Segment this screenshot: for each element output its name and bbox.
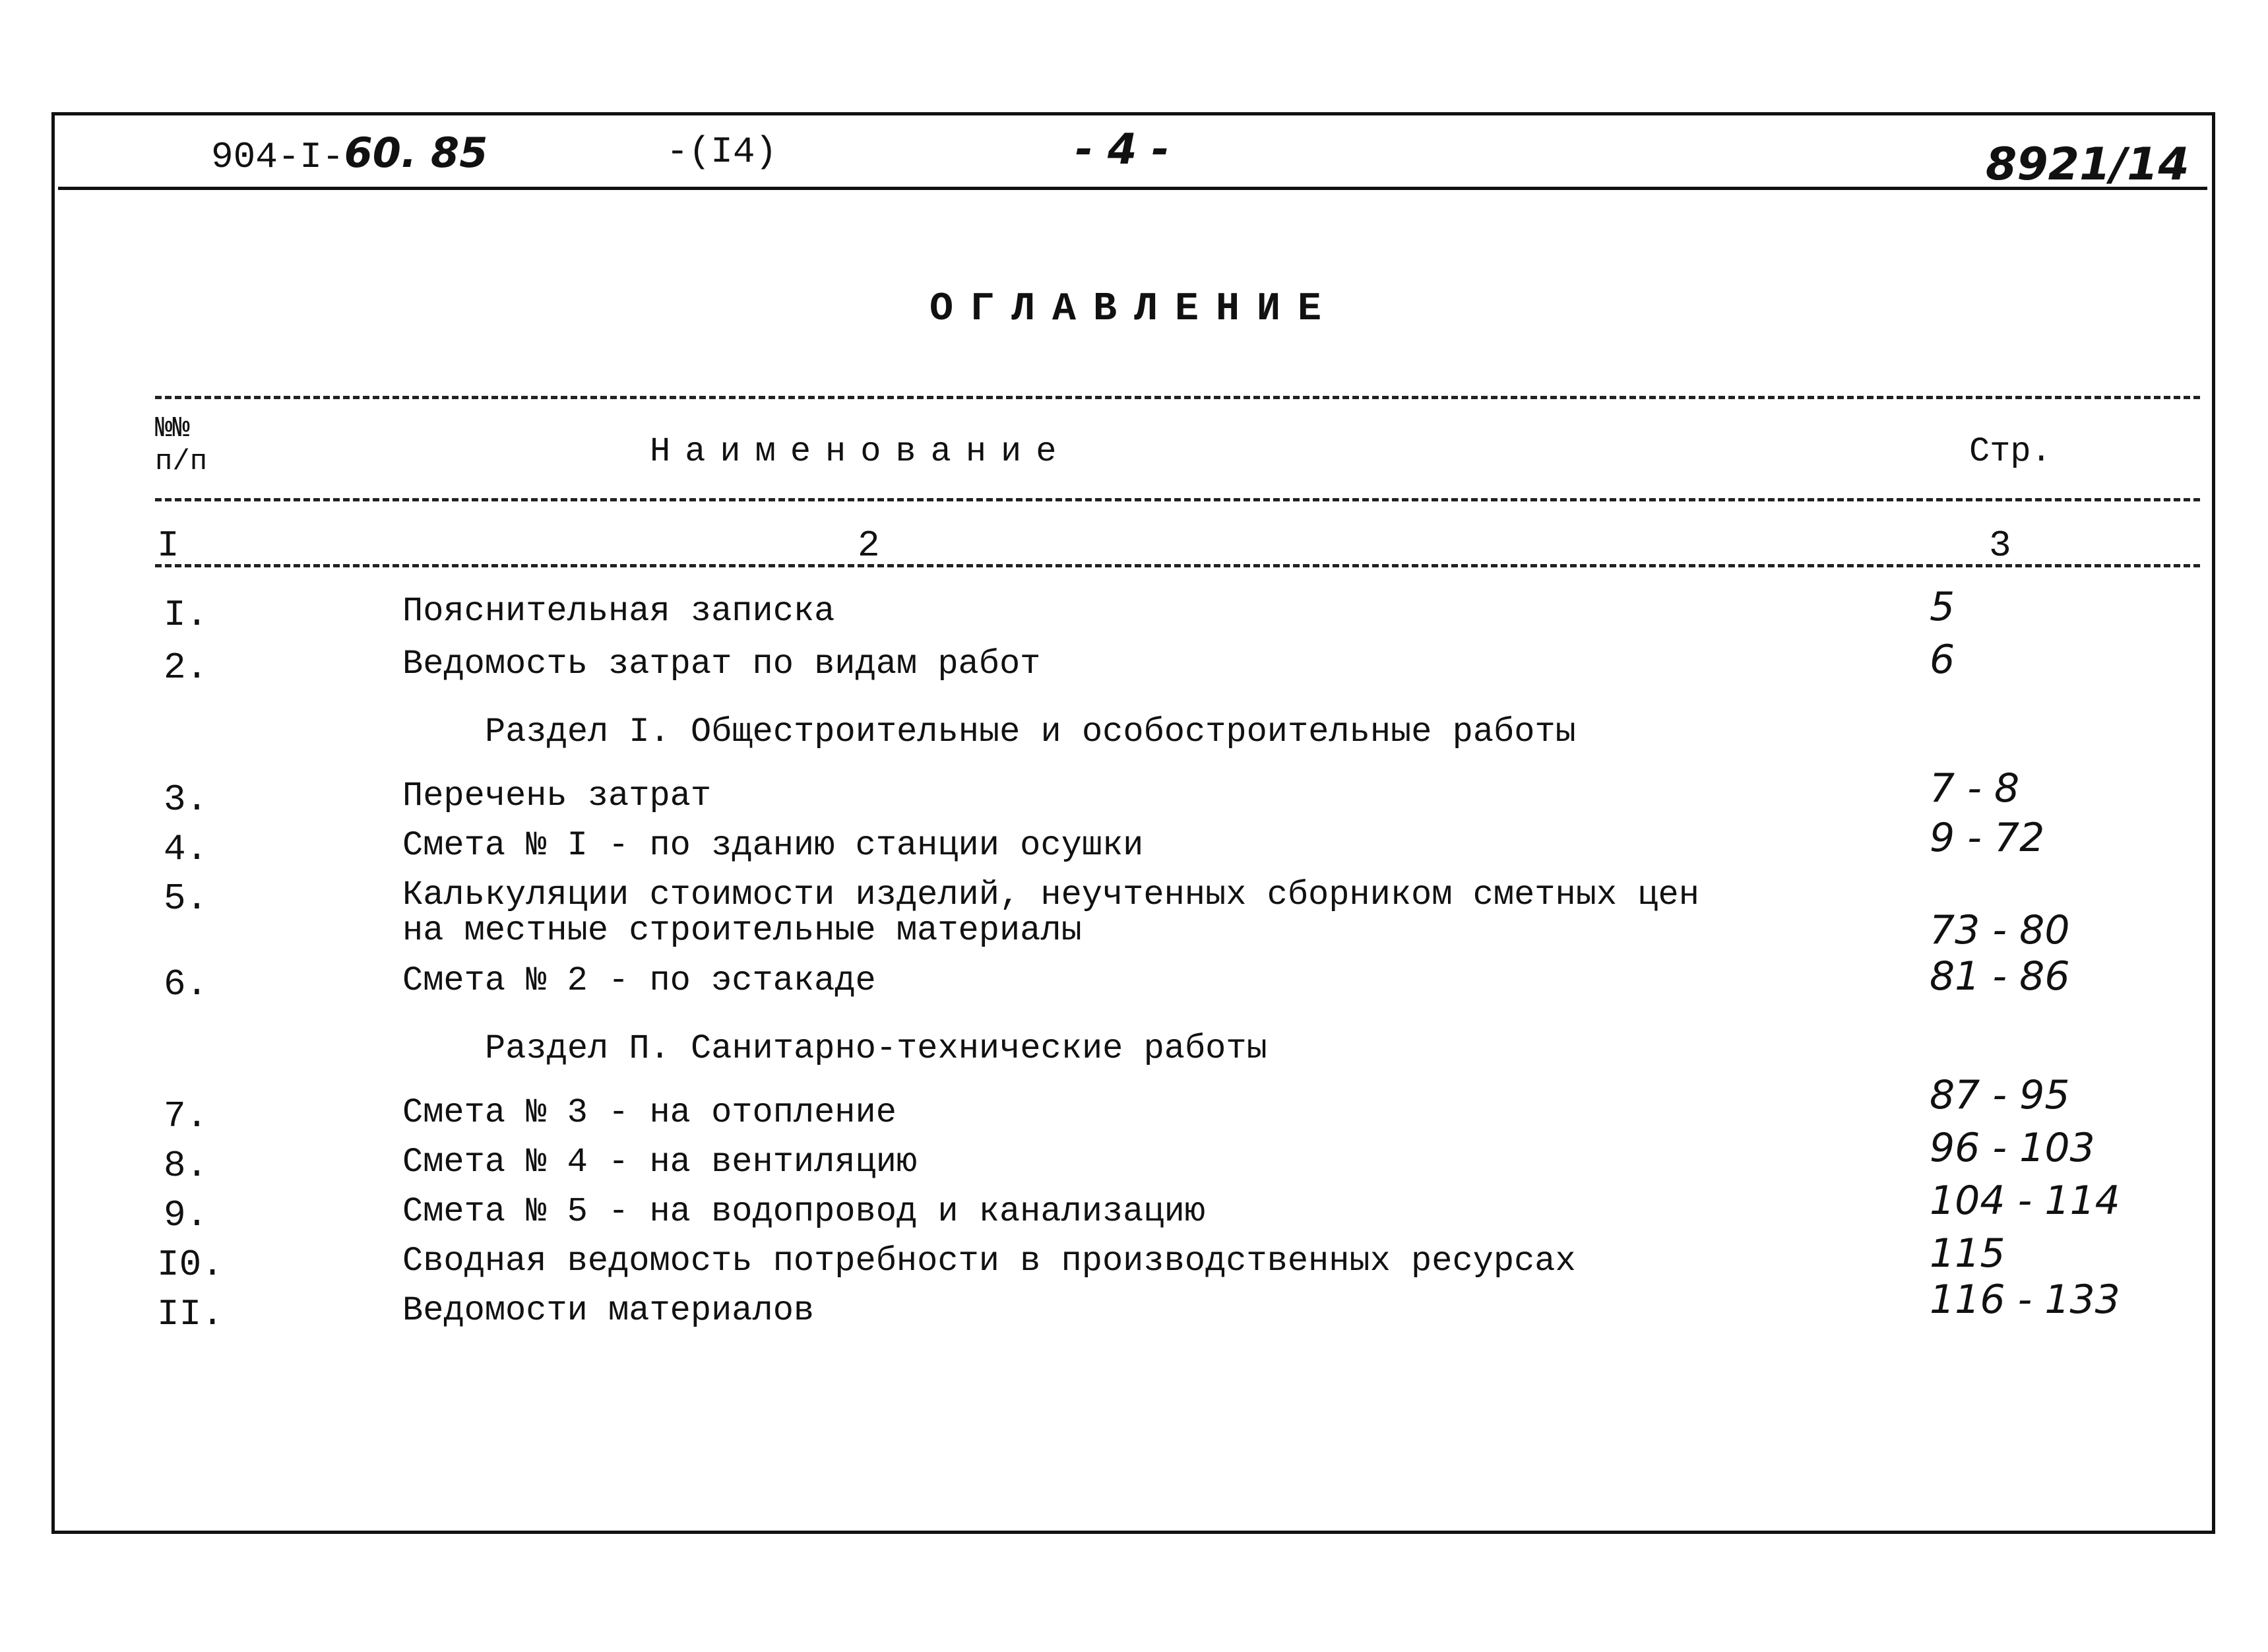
row-page: 81 - 86 — [1930, 953, 2070, 1000]
table-rule-header — [155, 498, 2200, 501]
column-index-2: 2 — [858, 524, 880, 567]
section-title: Раздел I. Общестроительные и особостроительные работы — [485, 713, 1576, 751]
column-index-1: I — [157, 524, 179, 567]
row-page: 6 — [1930, 637, 1955, 683]
row-number: 8. — [164, 1145, 208, 1187]
column-header-number-line2: п/п — [155, 445, 208, 478]
table-row — [0, 815, 2268, 881]
table-rule-index — [155, 564, 2200, 567]
column-index-3: 3 — [1989, 524, 2011, 567]
row-name: Смета № 2 - по эстакаде — [402, 961, 876, 1000]
row-page: 104 - 114 — [1930, 1178, 2120, 1224]
row-number: 9. — [164, 1194, 208, 1236]
row-number: 6. — [164, 963, 208, 1005]
table-row — [0, 877, 2268, 957]
sheet-reference: -(I4) — [666, 131, 778, 173]
row-number: 2. — [164, 647, 208, 689]
row-number: 7. — [164, 1095, 208, 1137]
column-header-number — [155, 412, 207, 478]
row-name: Ведомости материалов — [402, 1291, 815, 1330]
table-row — [0, 1277, 2268, 1346]
row-number: 4. — [164, 828, 208, 870]
table-row — [0, 637, 2268, 699]
row-name: Смета № 4 - на вентиляцию — [402, 1143, 918, 1182]
row-name: Смета № 3 - на отопление — [402, 1093, 897, 1132]
row-number: I0. — [157, 1244, 224, 1286]
document-code — [211, 129, 488, 178]
row-name: Сводная ведомость потребности в производственных ресурсах — [402, 1242, 1576, 1281]
header-rule — [58, 187, 2207, 190]
page-title: ОГЛАВЛЕНИЕ — [929, 287, 1339, 332]
table-row — [0, 1178, 2268, 1247]
table-row — [0, 1072, 2268, 1148]
row-page: 5 — [1930, 584, 1955, 630]
page-number: - 4 - — [1075, 125, 1170, 174]
row-number: 5. — [164, 877, 208, 920]
row-number: 3. — [164, 778, 208, 821]
row-page: 9 - 72 — [1930, 815, 2045, 861]
column-header-page: Стр. — [1969, 432, 2052, 471]
row-page: 115 — [1930, 1230, 2005, 1277]
row-number: I. — [164, 594, 208, 636]
row-page: 73 - 80 — [1930, 907, 2070, 953]
table-row — [0, 1125, 2268, 1197]
table-row — [0, 765, 2268, 831]
table-row — [0, 953, 2268, 1016]
row-name: Смета № I - по зданию станции осушки — [402, 826, 1144, 865]
top-rule — [51, 112, 2212, 115]
row-page: 7 - 8 — [1930, 765, 2020, 811]
row-name: Ведомость затрат по видам работ — [402, 645, 1041, 683]
row-name: Перечень затрат — [402, 777, 712, 815]
row-name: Пояснительная записка — [402, 592, 835, 631]
archive-number: 8921/14 — [1986, 139, 2189, 191]
table-rule-top — [155, 396, 2200, 399]
row-name-line1: Калькуляции стоимости изделий, неучтенных сборником сметных цен — [402, 875, 1699, 914]
table-row — [0, 1230, 2268, 1296]
document-code-handwritten: 60. 85 — [344, 129, 488, 177]
row-name — [402, 877, 1699, 949]
row-page: 96 - 103 — [1930, 1125, 2095, 1171]
row-name-line2: на местные строительные материалы — [402, 911, 1082, 950]
row-page: 116 - 133 — [1930, 1277, 2120, 1323]
column-header-number-line1: №№ — [155, 412, 190, 445]
table-row — [0, 584, 2268, 647]
document-code-prefix: 904-I- — [211, 136, 344, 178]
row-page: 87 - 95 — [1930, 1072, 2070, 1118]
section-title: Раздел П. Санитарно-технические работы — [485, 1029, 1267, 1068]
row-name: Смета № 5 - на водопровод и канализацию — [402, 1192, 1205, 1231]
row-number: II. — [157, 1293, 224, 1335]
column-header-name: Наименование — [650, 432, 1071, 471]
